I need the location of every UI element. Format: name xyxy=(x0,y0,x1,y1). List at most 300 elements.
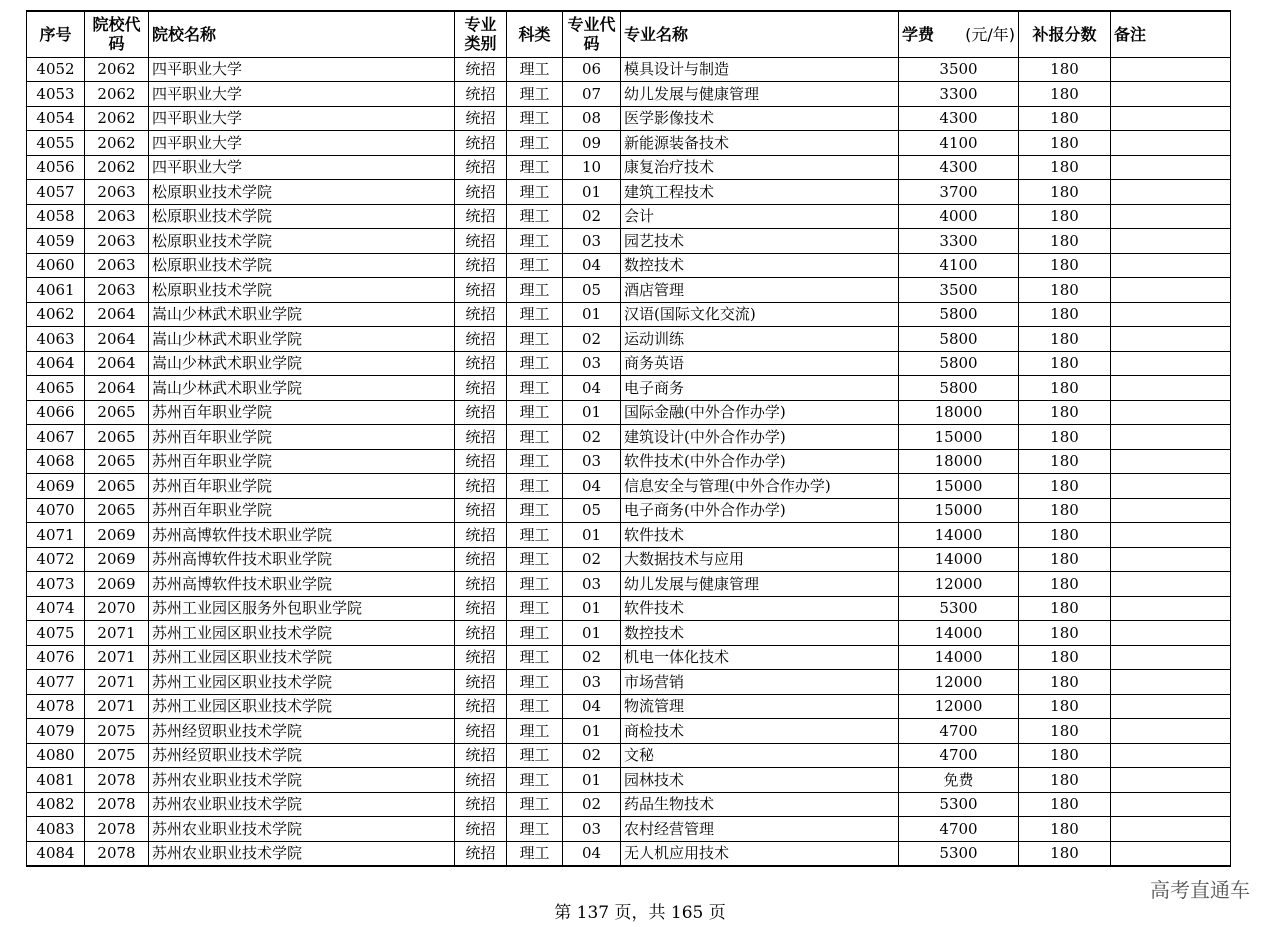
cell-note xyxy=(1111,572,1231,597)
cell-kelei: 理工 xyxy=(507,547,563,572)
cell-major-name: 运动训练 xyxy=(621,327,899,352)
cell-fee: 18000 xyxy=(899,400,1019,425)
cell-category: 统招 xyxy=(455,229,507,254)
cell-score: 180 xyxy=(1019,596,1111,621)
cell-major-code: 02 xyxy=(563,204,621,229)
cell-major-name: 酒店管理 xyxy=(621,278,899,303)
cell-score: 180 xyxy=(1019,817,1111,842)
cell-category: 统招 xyxy=(455,694,507,719)
cell-major-name: 数控技术 xyxy=(621,621,899,646)
cell-school-name: 苏州工业园区职业技术学院 xyxy=(149,670,455,695)
cell-category: 统招 xyxy=(455,57,507,82)
cell-score: 180 xyxy=(1019,425,1111,450)
cell-school-name: 嵩山少林武术职业学院 xyxy=(149,376,455,401)
cell-school-code: 2063 xyxy=(85,278,149,303)
cell-kelei: 理工 xyxy=(507,82,563,107)
cell-note xyxy=(1111,376,1231,401)
cell-kelei: 理工 xyxy=(507,327,563,352)
cell-major-name: 机电一体化技术 xyxy=(621,645,899,670)
cell-kelei: 理工 xyxy=(507,743,563,768)
cell-score: 180 xyxy=(1019,131,1111,156)
cell-major-name: 软件技术 xyxy=(621,523,899,548)
cell-category: 统招 xyxy=(455,253,507,278)
cell-seq: 4074 xyxy=(27,596,85,621)
cell-note xyxy=(1111,155,1231,180)
table-row xyxy=(27,106,1231,131)
cell-school-code: 2065 xyxy=(85,425,149,450)
cell-kelei: 理工 xyxy=(507,229,563,254)
cell-school-name: 松原职业技术学院 xyxy=(149,204,455,229)
table-row xyxy=(27,278,1231,303)
cell-seq: 4053 xyxy=(27,82,85,107)
cell-school-code: 2075 xyxy=(85,743,149,768)
cell-fee: 5800 xyxy=(899,351,1019,376)
cell-score: 180 xyxy=(1019,229,1111,254)
cell-kelei: 理工 xyxy=(507,351,563,376)
table-row xyxy=(27,400,1231,425)
cell-kelei: 理工 xyxy=(507,155,563,180)
cell-category: 统招 xyxy=(455,792,507,817)
cell-major-name: 园林技术 xyxy=(621,768,899,793)
table-row xyxy=(27,572,1231,597)
cell-category: 统招 xyxy=(455,547,507,572)
cell-school-name: 四平职业大学 xyxy=(149,82,455,107)
cell-school-name: 嵩山少林武术职业学院 xyxy=(149,327,455,352)
cell-seq: 4058 xyxy=(27,204,85,229)
cell-seq: 4062 xyxy=(27,302,85,327)
cell-seq: 4070 xyxy=(27,498,85,523)
cell-major-code: 03 xyxy=(563,449,621,474)
cell-major-name: 信息安全与管理(中外合作办学) xyxy=(621,474,899,499)
cell-category: 统招 xyxy=(455,817,507,842)
cell-fee: 4700 xyxy=(899,719,1019,744)
cell-note xyxy=(1111,57,1231,82)
cell-major-name: 电子商务(中外合作办学) xyxy=(621,498,899,523)
cell-note xyxy=(1111,645,1231,670)
cell-major-name: 大数据技术与应用 xyxy=(621,547,899,572)
cell-fee: 3700 xyxy=(899,180,1019,205)
table-row xyxy=(27,523,1231,548)
cell-major-name: 市场营销 xyxy=(621,670,899,695)
cell-school-code: 2069 xyxy=(85,547,149,572)
table-row xyxy=(27,474,1231,499)
cell-score: 180 xyxy=(1019,302,1111,327)
cell-school-code: 2062 xyxy=(85,131,149,156)
cell-note xyxy=(1111,204,1231,229)
cell-school-name: 松原职业技术学院 xyxy=(149,253,455,278)
cell-category: 统招 xyxy=(455,841,507,866)
cell-major-code: 04 xyxy=(563,376,621,401)
cell-fee: 12000 xyxy=(899,572,1019,597)
cell-school-name: 苏州百年职业学院 xyxy=(149,400,455,425)
cell-category: 统招 xyxy=(455,768,507,793)
cell-score: 180 xyxy=(1019,743,1111,768)
cell-seq: 4060 xyxy=(27,253,85,278)
cell-seq: 4065 xyxy=(27,376,85,401)
cell-category: 统招 xyxy=(455,449,507,474)
cell-kelei: 理工 xyxy=(507,719,563,744)
table-row xyxy=(27,131,1231,156)
cell-school-name: 松原职业技术学院 xyxy=(149,229,455,254)
cell-kelei: 理工 xyxy=(507,106,563,131)
cell-school-name: 苏州百年职业学院 xyxy=(149,425,455,450)
header-category: 专业类别 xyxy=(455,11,507,57)
cell-fee: 4300 xyxy=(899,155,1019,180)
cell-fee: 5300 xyxy=(899,841,1019,866)
cell-score: 180 xyxy=(1019,376,1111,401)
table-row xyxy=(27,253,1231,278)
cell-fee: 4700 xyxy=(899,743,1019,768)
table-row xyxy=(27,694,1231,719)
table-row xyxy=(27,498,1231,523)
cell-major-code: 01 xyxy=(563,180,621,205)
cell-kelei: 理工 xyxy=(507,204,563,229)
cell-score: 180 xyxy=(1019,106,1111,131)
cell-major-name: 模具设计与制造 xyxy=(621,57,899,82)
cell-school-code: 2069 xyxy=(85,523,149,548)
cell-school-code: 2063 xyxy=(85,229,149,254)
cell-category: 统招 xyxy=(455,645,507,670)
cell-major-code: 01 xyxy=(563,302,621,327)
cell-score: 180 xyxy=(1019,82,1111,107)
header-fee xyxy=(899,11,1019,57)
cell-note xyxy=(1111,425,1231,450)
cell-school-code: 2078 xyxy=(85,841,149,866)
cell-note xyxy=(1111,180,1231,205)
cell-category: 统招 xyxy=(455,596,507,621)
cell-major-code: 02 xyxy=(563,743,621,768)
cell-school-name: 苏州工业园区职业技术学院 xyxy=(149,645,455,670)
cell-major-code: 01 xyxy=(563,621,621,646)
cell-school-code: 2064 xyxy=(85,327,149,352)
cell-score: 180 xyxy=(1019,278,1111,303)
cell-note xyxy=(1111,474,1231,499)
table-row xyxy=(27,645,1231,670)
cell-major-code: 04 xyxy=(563,841,621,866)
cell-school-name: 松原职业技术学院 xyxy=(149,180,455,205)
cell-note xyxy=(1111,131,1231,156)
cell-school-code: 2065 xyxy=(85,449,149,474)
cell-school-name: 苏州高博软件技术职业学院 xyxy=(149,523,455,548)
cell-score: 180 xyxy=(1019,572,1111,597)
cell-major-name: 农村经营管理 xyxy=(621,817,899,842)
cell-school-name: 苏州高博软件技术职业学院 xyxy=(149,547,455,572)
cell-seq: 4056 xyxy=(27,155,85,180)
cell-kelei: 理工 xyxy=(507,425,563,450)
cell-major-code: 06 xyxy=(563,57,621,82)
table-row xyxy=(27,719,1231,744)
cell-score: 180 xyxy=(1019,57,1111,82)
cell-major-name: 数控技术 xyxy=(621,253,899,278)
cell-score: 180 xyxy=(1019,841,1111,866)
cell-category: 统招 xyxy=(455,498,507,523)
cell-score: 180 xyxy=(1019,327,1111,352)
cell-kelei: 理工 xyxy=(507,694,563,719)
cell-major-name: 软件技术(中外合作办学) xyxy=(621,449,899,474)
cell-major-name: 国际金融(中外合作办学) xyxy=(621,400,899,425)
cell-score: 180 xyxy=(1019,645,1111,670)
cell-seq: 4055 xyxy=(27,131,85,156)
cell-school-code: 2065 xyxy=(85,474,149,499)
cell-major-code: 02 xyxy=(563,645,621,670)
cell-fee: 4000 xyxy=(899,204,1019,229)
cell-major-name: 商务英语 xyxy=(621,351,899,376)
cell-seq: 4067 xyxy=(27,425,85,450)
cell-major-name: 商检技术 xyxy=(621,719,899,744)
page-number: 第 137 页，共 165 页 xyxy=(554,903,726,923)
cell-school-name: 四平职业大学 xyxy=(149,57,455,82)
cell-category: 统招 xyxy=(455,302,507,327)
cell-note xyxy=(1111,743,1231,768)
cell-category: 统招 xyxy=(455,376,507,401)
cell-school-code: 2075 xyxy=(85,719,149,744)
cell-major-name: 医学影像技术 xyxy=(621,106,899,131)
cell-category: 统招 xyxy=(455,400,507,425)
header-seq: 序号 xyxy=(27,11,85,57)
cell-kelei: 理工 xyxy=(507,449,563,474)
cell-major-name: 汉语(国际文化交流) xyxy=(621,302,899,327)
cell-school-name: 苏州农业职业技术学院 xyxy=(149,841,455,866)
cell-seq: 4066 xyxy=(27,400,85,425)
table-row xyxy=(27,229,1231,254)
cell-kelei: 理工 xyxy=(507,670,563,695)
cell-fee: 5300 xyxy=(899,792,1019,817)
cell-school-code: 2069 xyxy=(85,572,149,597)
table-row xyxy=(27,155,1231,180)
header-major-name: 专业名称 xyxy=(621,11,899,57)
cell-fee: 14000 xyxy=(899,547,1019,572)
header-school-name: 院校名称 xyxy=(149,11,455,57)
cell-school-name: 四平职业大学 xyxy=(149,155,455,180)
cell-kelei: 理工 xyxy=(507,302,563,327)
cell-seq: 4077 xyxy=(27,670,85,695)
cell-kelei: 理工 xyxy=(507,792,563,817)
cell-fee: 4300 xyxy=(899,106,1019,131)
cell-school-code: 2065 xyxy=(85,400,149,425)
cell-score: 180 xyxy=(1019,400,1111,425)
cell-note xyxy=(1111,229,1231,254)
cell-major-name: 软件技术 xyxy=(621,596,899,621)
cell-note xyxy=(1111,792,1231,817)
cell-fee: 3300 xyxy=(899,82,1019,107)
cell-category: 统招 xyxy=(455,523,507,548)
cell-kelei: 理工 xyxy=(507,180,563,205)
cell-major-code: 07 xyxy=(563,82,621,107)
cell-school-name: 四平职业大学 xyxy=(149,131,455,156)
table-row xyxy=(27,376,1231,401)
cell-major-name: 新能源装备技术 xyxy=(621,131,899,156)
cell-major-name: 幼儿发展与健康管理 xyxy=(621,82,899,107)
cell-seq: 4052 xyxy=(27,57,85,82)
header-kelei: 科类 xyxy=(507,11,563,57)
cell-kelei: 理工 xyxy=(507,523,563,548)
cell-major-name: 电子商务 xyxy=(621,376,899,401)
cell-school-code: 2065 xyxy=(85,498,149,523)
cell-major-code: 01 xyxy=(563,400,621,425)
cell-school-name: 苏州农业职业技术学院 xyxy=(149,817,455,842)
cell-major-code: 02 xyxy=(563,425,621,450)
cell-major-name: 会计 xyxy=(621,204,899,229)
cell-school-code: 2078 xyxy=(85,768,149,793)
table-row xyxy=(27,621,1231,646)
table-row xyxy=(27,768,1231,793)
cell-score: 180 xyxy=(1019,204,1111,229)
cell-school-name: 苏州农业职业技术学院 xyxy=(149,768,455,793)
cell-school-name: 嵩山少林武术职业学院 xyxy=(149,351,455,376)
cell-note xyxy=(1111,621,1231,646)
cell-school-code: 2078 xyxy=(85,792,149,817)
cell-score: 180 xyxy=(1019,694,1111,719)
cell-seq: 4082 xyxy=(27,792,85,817)
cell-school-name: 苏州工业园区服务外包职业学院 xyxy=(149,596,455,621)
cell-school-code: 2064 xyxy=(85,302,149,327)
cell-fee: 3500 xyxy=(899,278,1019,303)
header-row xyxy=(27,11,1231,57)
cell-seq: 4069 xyxy=(27,474,85,499)
cell-note xyxy=(1111,82,1231,107)
cell-kelei: 理工 xyxy=(507,768,563,793)
cell-category: 统招 xyxy=(455,155,507,180)
cell-kelei: 理工 xyxy=(507,841,563,866)
cell-kelei: 理工 xyxy=(507,645,563,670)
cell-seq: 4079 xyxy=(27,719,85,744)
cell-school-code: 2071 xyxy=(85,621,149,646)
cell-seq: 4071 xyxy=(27,523,85,548)
cell-category: 统招 xyxy=(455,106,507,131)
cell-major-code: 02 xyxy=(563,792,621,817)
table-row xyxy=(27,596,1231,621)
cell-note xyxy=(1111,253,1231,278)
cell-score: 180 xyxy=(1019,253,1111,278)
cell-major-code: 03 xyxy=(563,572,621,597)
cell-fee: 4100 xyxy=(899,253,1019,278)
cell-major-code: 01 xyxy=(563,719,621,744)
cell-score: 180 xyxy=(1019,670,1111,695)
table-row xyxy=(27,82,1231,107)
header-fee-unit: (元/年) xyxy=(965,24,1015,44)
table-row xyxy=(27,817,1231,842)
cell-seq: 4057 xyxy=(27,180,85,205)
watermark-text: 高考直通车 xyxy=(1150,878,1250,902)
cell-seq: 4084 xyxy=(27,841,85,866)
cell-note xyxy=(1111,302,1231,327)
cell-score: 180 xyxy=(1019,180,1111,205)
table-row xyxy=(27,57,1231,82)
cell-category: 统招 xyxy=(455,572,507,597)
table-row xyxy=(27,841,1231,866)
cell-seq: 4059 xyxy=(27,229,85,254)
cell-major-name: 无人机应用技术 xyxy=(621,841,899,866)
table-row xyxy=(27,425,1231,450)
cell-note xyxy=(1111,670,1231,695)
table-row xyxy=(27,204,1231,229)
header-score: 补报分数 xyxy=(1019,11,1111,57)
cell-major-code: 03 xyxy=(563,229,621,254)
cell-fee: 15000 xyxy=(899,425,1019,450)
cell-seq: 4075 xyxy=(27,621,85,646)
cell-fee: 3300 xyxy=(899,229,1019,254)
cell-major-code: 01 xyxy=(563,596,621,621)
cell-score: 180 xyxy=(1019,547,1111,572)
cell-note xyxy=(1111,449,1231,474)
cell-major-name: 物流管理 xyxy=(621,694,899,719)
cell-seq: 4068 xyxy=(27,449,85,474)
cell-school-name: 苏州工业园区职业技术学院 xyxy=(149,694,455,719)
cell-school-name: 苏州百年职业学院 xyxy=(149,498,455,523)
cell-category: 统招 xyxy=(455,425,507,450)
cell-note xyxy=(1111,351,1231,376)
cell-category: 统招 xyxy=(455,474,507,499)
cell-kelei: 理工 xyxy=(507,596,563,621)
cell-note xyxy=(1111,719,1231,744)
cell-note xyxy=(1111,768,1231,793)
cell-school-code: 2062 xyxy=(85,106,149,131)
cell-major-name: 文秘 xyxy=(621,743,899,768)
cell-kelei: 理工 xyxy=(507,817,563,842)
cell-major-code: 09 xyxy=(563,131,621,156)
cell-category: 统招 xyxy=(455,204,507,229)
cell-seq: 4063 xyxy=(27,327,85,352)
cell-major-name: 建筑设计(中外合作办学) xyxy=(621,425,899,450)
cell-score: 180 xyxy=(1019,719,1111,744)
cell-seq: 4076 xyxy=(27,645,85,670)
cell-seq: 4073 xyxy=(27,572,85,597)
cell-score: 180 xyxy=(1019,523,1111,548)
cell-fee: 14000 xyxy=(899,645,1019,670)
cell-school-name: 苏州经贸职业技术学院 xyxy=(149,743,455,768)
cell-major-name: 园艺技术 xyxy=(621,229,899,254)
cell-major-name: 康复治疗技术 xyxy=(621,155,899,180)
cell-school-code: 2070 xyxy=(85,596,149,621)
cell-seq: 4064 xyxy=(27,351,85,376)
cell-school-name: 苏州高博软件技术职业学院 xyxy=(149,572,455,597)
cell-fee: 5800 xyxy=(899,376,1019,401)
cell-note xyxy=(1111,841,1231,866)
cell-kelei: 理工 xyxy=(507,498,563,523)
cell-note xyxy=(1111,278,1231,303)
cell-fee: 14000 xyxy=(899,523,1019,548)
cell-note xyxy=(1111,817,1231,842)
cell-fee: 免费 xyxy=(899,768,1019,793)
cell-score: 180 xyxy=(1019,449,1111,474)
cell-category: 统招 xyxy=(455,670,507,695)
cell-school-name: 苏州百年职业学院 xyxy=(149,449,455,474)
cell-school-code: 2064 xyxy=(85,376,149,401)
cell-fee: 18000 xyxy=(899,449,1019,474)
cell-school-name: 苏州工业园区职业技术学院 xyxy=(149,621,455,646)
admissions-table xyxy=(26,10,1231,867)
cell-category: 统招 xyxy=(455,743,507,768)
cell-seq: 4061 xyxy=(27,278,85,303)
cell-category: 统招 xyxy=(455,82,507,107)
cell-note xyxy=(1111,327,1231,352)
cell-fee: 14000 xyxy=(899,621,1019,646)
cell-school-code: 2063 xyxy=(85,204,149,229)
cell-note xyxy=(1111,106,1231,131)
cell-note xyxy=(1111,547,1231,572)
table-row xyxy=(27,302,1231,327)
table-row xyxy=(27,449,1231,474)
cell-seq: 4083 xyxy=(27,817,85,842)
cell-major-code: 03 xyxy=(563,817,621,842)
cell-category: 统招 xyxy=(455,621,507,646)
cell-major-code: 04 xyxy=(563,474,621,499)
cell-fee: 5800 xyxy=(899,302,1019,327)
cell-score: 180 xyxy=(1019,474,1111,499)
table-row xyxy=(27,670,1231,695)
cell-score: 180 xyxy=(1019,792,1111,817)
cell-seq: 4081 xyxy=(27,768,85,793)
